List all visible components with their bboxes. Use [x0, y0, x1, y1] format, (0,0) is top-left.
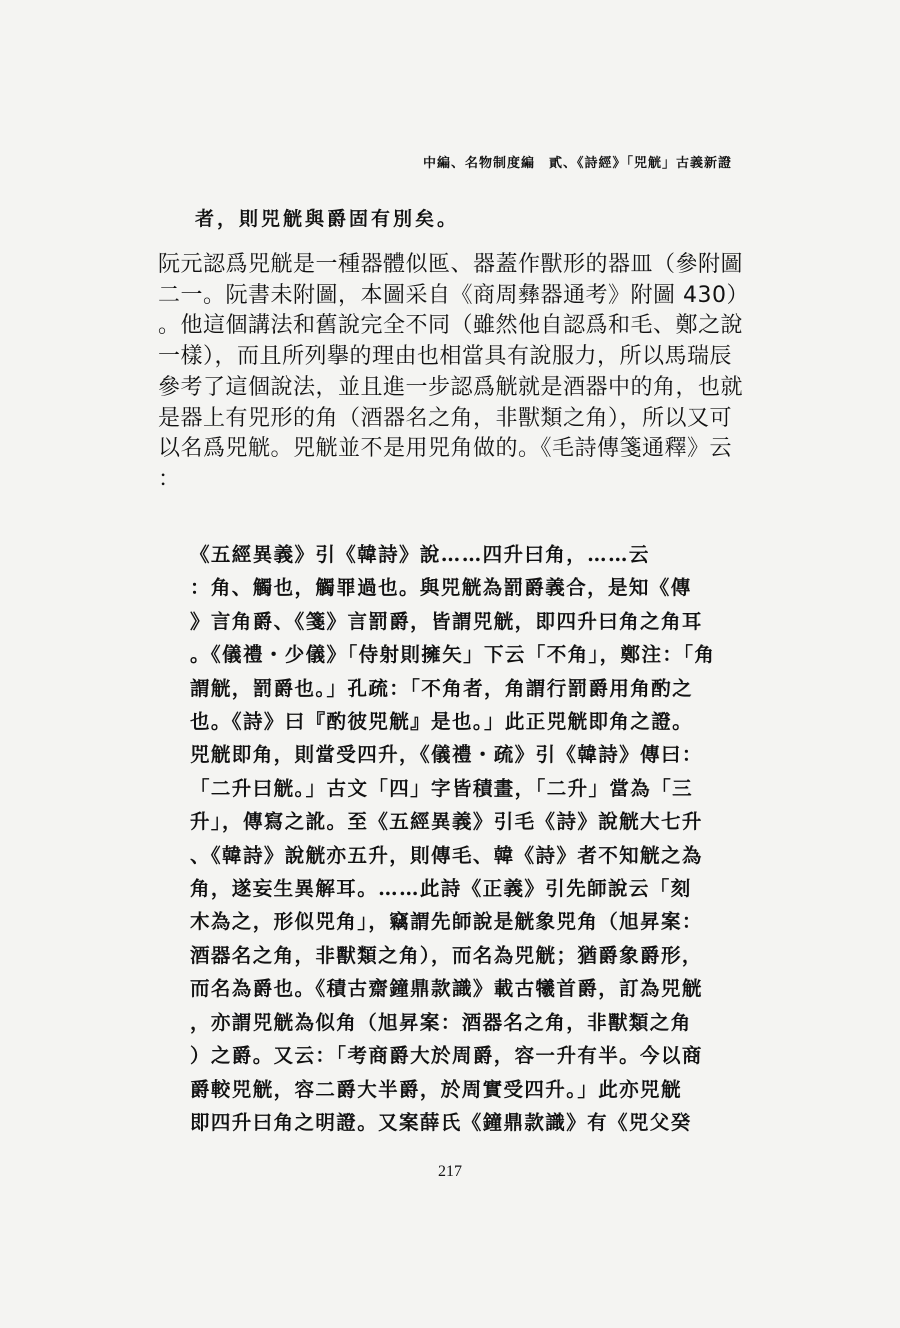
page-number: 217	[438, 1163, 462, 1180]
quote-line: 。《儀禮・少儀》「侍射則擁矢」下云「不角」，鄭注：「角	[190, 643, 716, 667]
quote-line: ）之爵。又云：「考商爵大於周爵，容一升有半。今以商	[190, 1044, 703, 1068]
quote-line: 謂觥，罰爵也。」孔疏：「不角者，角謂行罰爵用角酌之	[190, 676, 694, 700]
body-line: 。他這個講法和舊說完全不同（雖然他自認爲和毛、鄭之說	[158, 313, 744, 339]
quote-line: 而名為爵也。《積古齋鐘鼎款識》載古犧首爵，訂為兕觥	[190, 977, 703, 1001]
body-line: ：	[158, 466, 181, 492]
quote-line: 《五經異義》引《韓詩》說……四升曰角，……云	[190, 543, 650, 566]
quote-line: ，亦謂兕觥為似角（旭昇案：酒器名之角，非獸類之角	[190, 1010, 692, 1034]
body-line: 一樣），而且所列擧的理由也相當具有說服力，所以馬瑞辰	[158, 344, 733, 370]
body-line: 參考了這個說法，並且進一步認爲觥就是酒器中的角，也就	[158, 374, 744, 400]
quote-line: 即四升曰角之明證。又案薛氏《鐘鼎款識》有《兕父癸	[190, 1110, 692, 1134]
quote-line: 兕觥即角，則當受四升，《儀禮・疏》引《韓詩》傳曰：	[190, 743, 703, 767]
quote-line: 酒器名之角，非獸類之角），而名為兕觥；猶爵象爵形，	[190, 943, 703, 967]
body-line: 二一。阮書未附圖，本圖采自《商周彝器通考》附圖 430）	[158, 282, 749, 308]
block-quote	[190, 538, 738, 1139]
quote-line: 、《韓詩》說觥亦五升，則傳毛、韓《詩》者不知觥之為	[190, 843, 703, 867]
body-line: 阮元認爲兕觥是一種器體似匜、器蓋作獸形的器皿（參附圖	[158, 252, 744, 277]
lead-line: 者，則兕觥與爵固有別矣。	[195, 208, 460, 230]
quote-line: 也。《詩》曰『酌彼兕觥』是也。」此正兕觥即角之證。	[190, 710, 694, 734]
running-head: 中編、名物制度編 貳、《詩經》「兕觥」古義新證	[422, 156, 732, 171]
quote-line: 角，遂妄生異解耳。……此詩《正義》引先師說云「刻	[190, 877, 692, 901]
quote-line: 》言角爵、《箋》言罰爵，皆謂兕觥，即四升曰角之角耳	[190, 609, 703, 633]
quote-line: ：角、觸也，觸罪過也。與兕觥為罰爵義合，是知《傳	[190, 576, 692, 600]
quote-line: 爵較兕觥，容二爵大半爵，於周實受四升。」此亦兕觥	[190, 1077, 682, 1101]
quote-line: 「二升曰觥。」古文「四」字皆積畫，「二升」當為「三	[190, 776, 694, 800]
body-paragraph	[158, 250, 749, 496]
body-line: 以名爲兕觥。兕觥並不是用兕角做的。《毛詩傳箋通釋》云	[158, 436, 733, 462]
quote-line: 升」，傳寫之訛。至《五經異義》引毛《詩》說觥大七升	[190, 810, 703, 834]
body-line: 是器上有兕形的角（酒器名之角，非獸類之角），所以又可	[158, 405, 733, 431]
quote-line: 木為之，形似兕角」，竊謂先師說是觥象兕角（旭昇案：	[190, 910, 703, 934]
